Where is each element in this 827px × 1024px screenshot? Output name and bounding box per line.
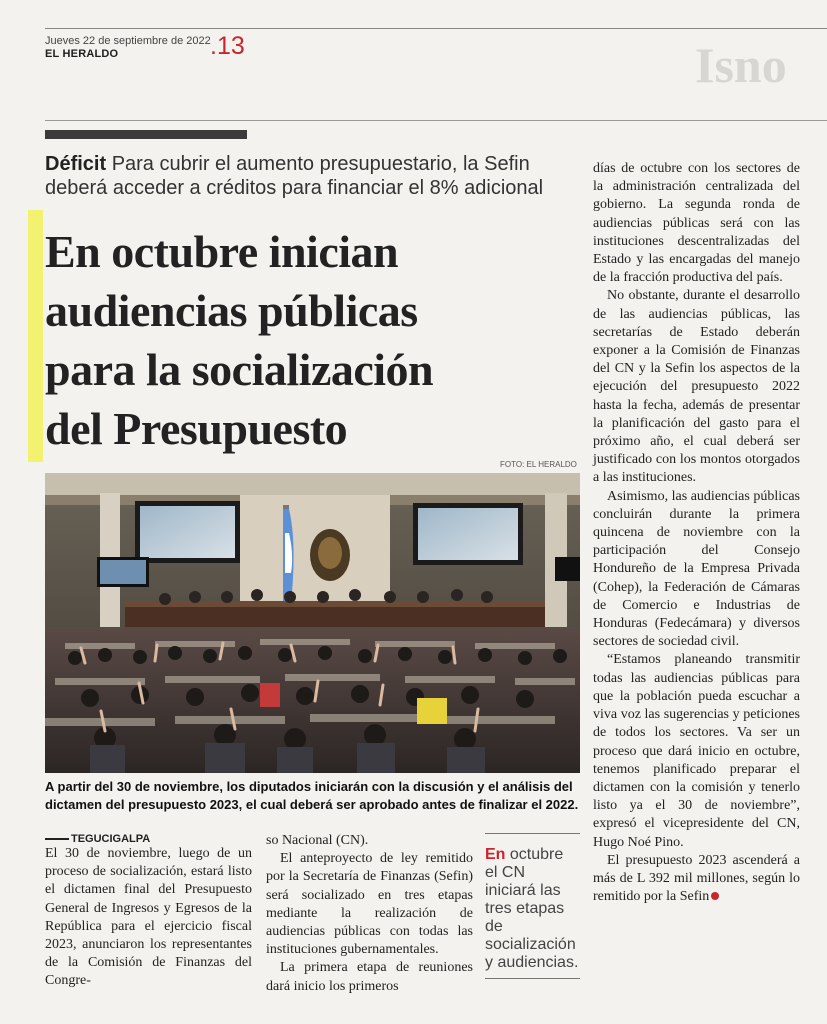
paragraph: No obstante, durante el desarrollo de las audiencias públicas, las secretarías de Estado deberán exponer a la Comisión de Finanzas del CN y la Sefin los aspectos de la ejecución del presupuesto 2022 hasta la fecha, además de presentar la planificación del gasto para el próximo año, el cual deberá ser justificado con los montos otorgados a las instituciones. bbox=[593, 288, 800, 486]
body-column-2 bbox=[266, 832, 473, 996]
headline-line: del Presupuesto bbox=[45, 403, 348, 454]
pull-quote-text: octubre el CN iniciará las tres etapas de socialización y audiencias. bbox=[485, 846, 579, 971]
bleed-through-text: Isno bbox=[695, 37, 787, 93]
paragraph bbox=[593, 852, 800, 907]
pull-quote-lead: En bbox=[485, 846, 506, 863]
dateline-dash bbox=[45, 838, 69, 840]
kicker-label: Déficit bbox=[45, 153, 107, 175]
paragraph: so Nacional (CN). bbox=[266, 833, 369, 848]
header-bottom-rule bbox=[45, 120, 827, 121]
highlighter-mark bbox=[28, 210, 43, 462]
congress-session-photo bbox=[45, 473, 580, 773]
photo-credit: FOTO: EL HERALDO bbox=[500, 460, 577, 469]
dateline-text: TEGUCIGALPA bbox=[71, 833, 151, 845]
paragraph: El 30 de noviembre, luego de un proceso de socialización, estará listo el dictamen final del Presupuesto General de Ingresos y Egresos de la República para el ejercicio fiscal 2023, anunciaron los representantes de la Comisión de Finanzas del Congre- bbox=[45, 846, 252, 989]
body-column-3 bbox=[593, 160, 800, 906]
body-column-1 bbox=[45, 833, 252, 991]
headline-line: audiencias públicas bbox=[45, 285, 418, 336]
header-top-rule bbox=[45, 28, 827, 29]
page-number: .13 bbox=[210, 32, 245, 60]
publication-name: EL HERALDO bbox=[45, 48, 119, 60]
kicker bbox=[45, 152, 585, 200]
headline-line: En octubre inician bbox=[45, 226, 399, 277]
paragraph: Asimismo, las audiencias públicas concluirán durante la primera quincena de noviembre con la participación del Consejo Hondureño de la Empresa Privada (Cohep), la Federación de Cámaras de Comercio e Industrias de Honduras (Fedecámara) y diversos sectores de sociedad civil. bbox=[593, 488, 800, 650]
pull-quote bbox=[485, 833, 580, 979]
dateline bbox=[45, 833, 252, 845]
paragraph: “Estamos planeando transmitir todas las audiencias públicas para que la población pueda escuchar a viva voz las sugerencias y peticiones de todos los sectores. Va ser un proceso que dará inicio en octubre, tenemos planificado preparar el dictamen con la comisión y tenerlo listo ya el 30 de noviembre”, expresó el vicepresidente del CN, Hugo Noé Pino. bbox=[593, 652, 800, 850]
paragraph: días de octubre con los sectores de la administración centralizada del gobierno. La segunda ronda de audiencias públicas será con las instituciones descentralizadas del Estado y las encargadas del manejo de la fracción productiva del país. bbox=[593, 161, 800, 286]
end-of-article-mark bbox=[711, 892, 719, 900]
paragraph: La primera etapa de reuniones dará inicio los primeros bbox=[266, 960, 473, 994]
kicker-text: Para cubrir el aumento presupuestario, la Sefin deberá acceder a créditos para financiar el 8% adicional bbox=[45, 153, 544, 199]
section-bar bbox=[45, 130, 247, 139]
closing-paragraph-text: El presupuesto 2023 ascenderá a más de L 392 mil millones, según lo remitido por la Sefin bbox=[593, 852, 800, 905]
issue-date: Jueves 22 de septiembre de 2022 bbox=[45, 35, 211, 47]
photo-caption: A partir del 30 de noviembre, los diputados iniciarán con la discusión y el análisis del dictamen del presupuesto 2023, el cual deberá ser aprobado antes de finalizar el 2022. bbox=[45, 779, 579, 812]
headline bbox=[45, 222, 590, 458]
paragraph: El anteproyecto de ley remitido por la Secretaría de Finanzas (Sefin) será socializado en tres etapas mediante la realización de audiencias públicas con todas las instituciones gubernamentales. bbox=[266, 851, 473, 958]
headline-line: para la socialización bbox=[45, 344, 434, 395]
